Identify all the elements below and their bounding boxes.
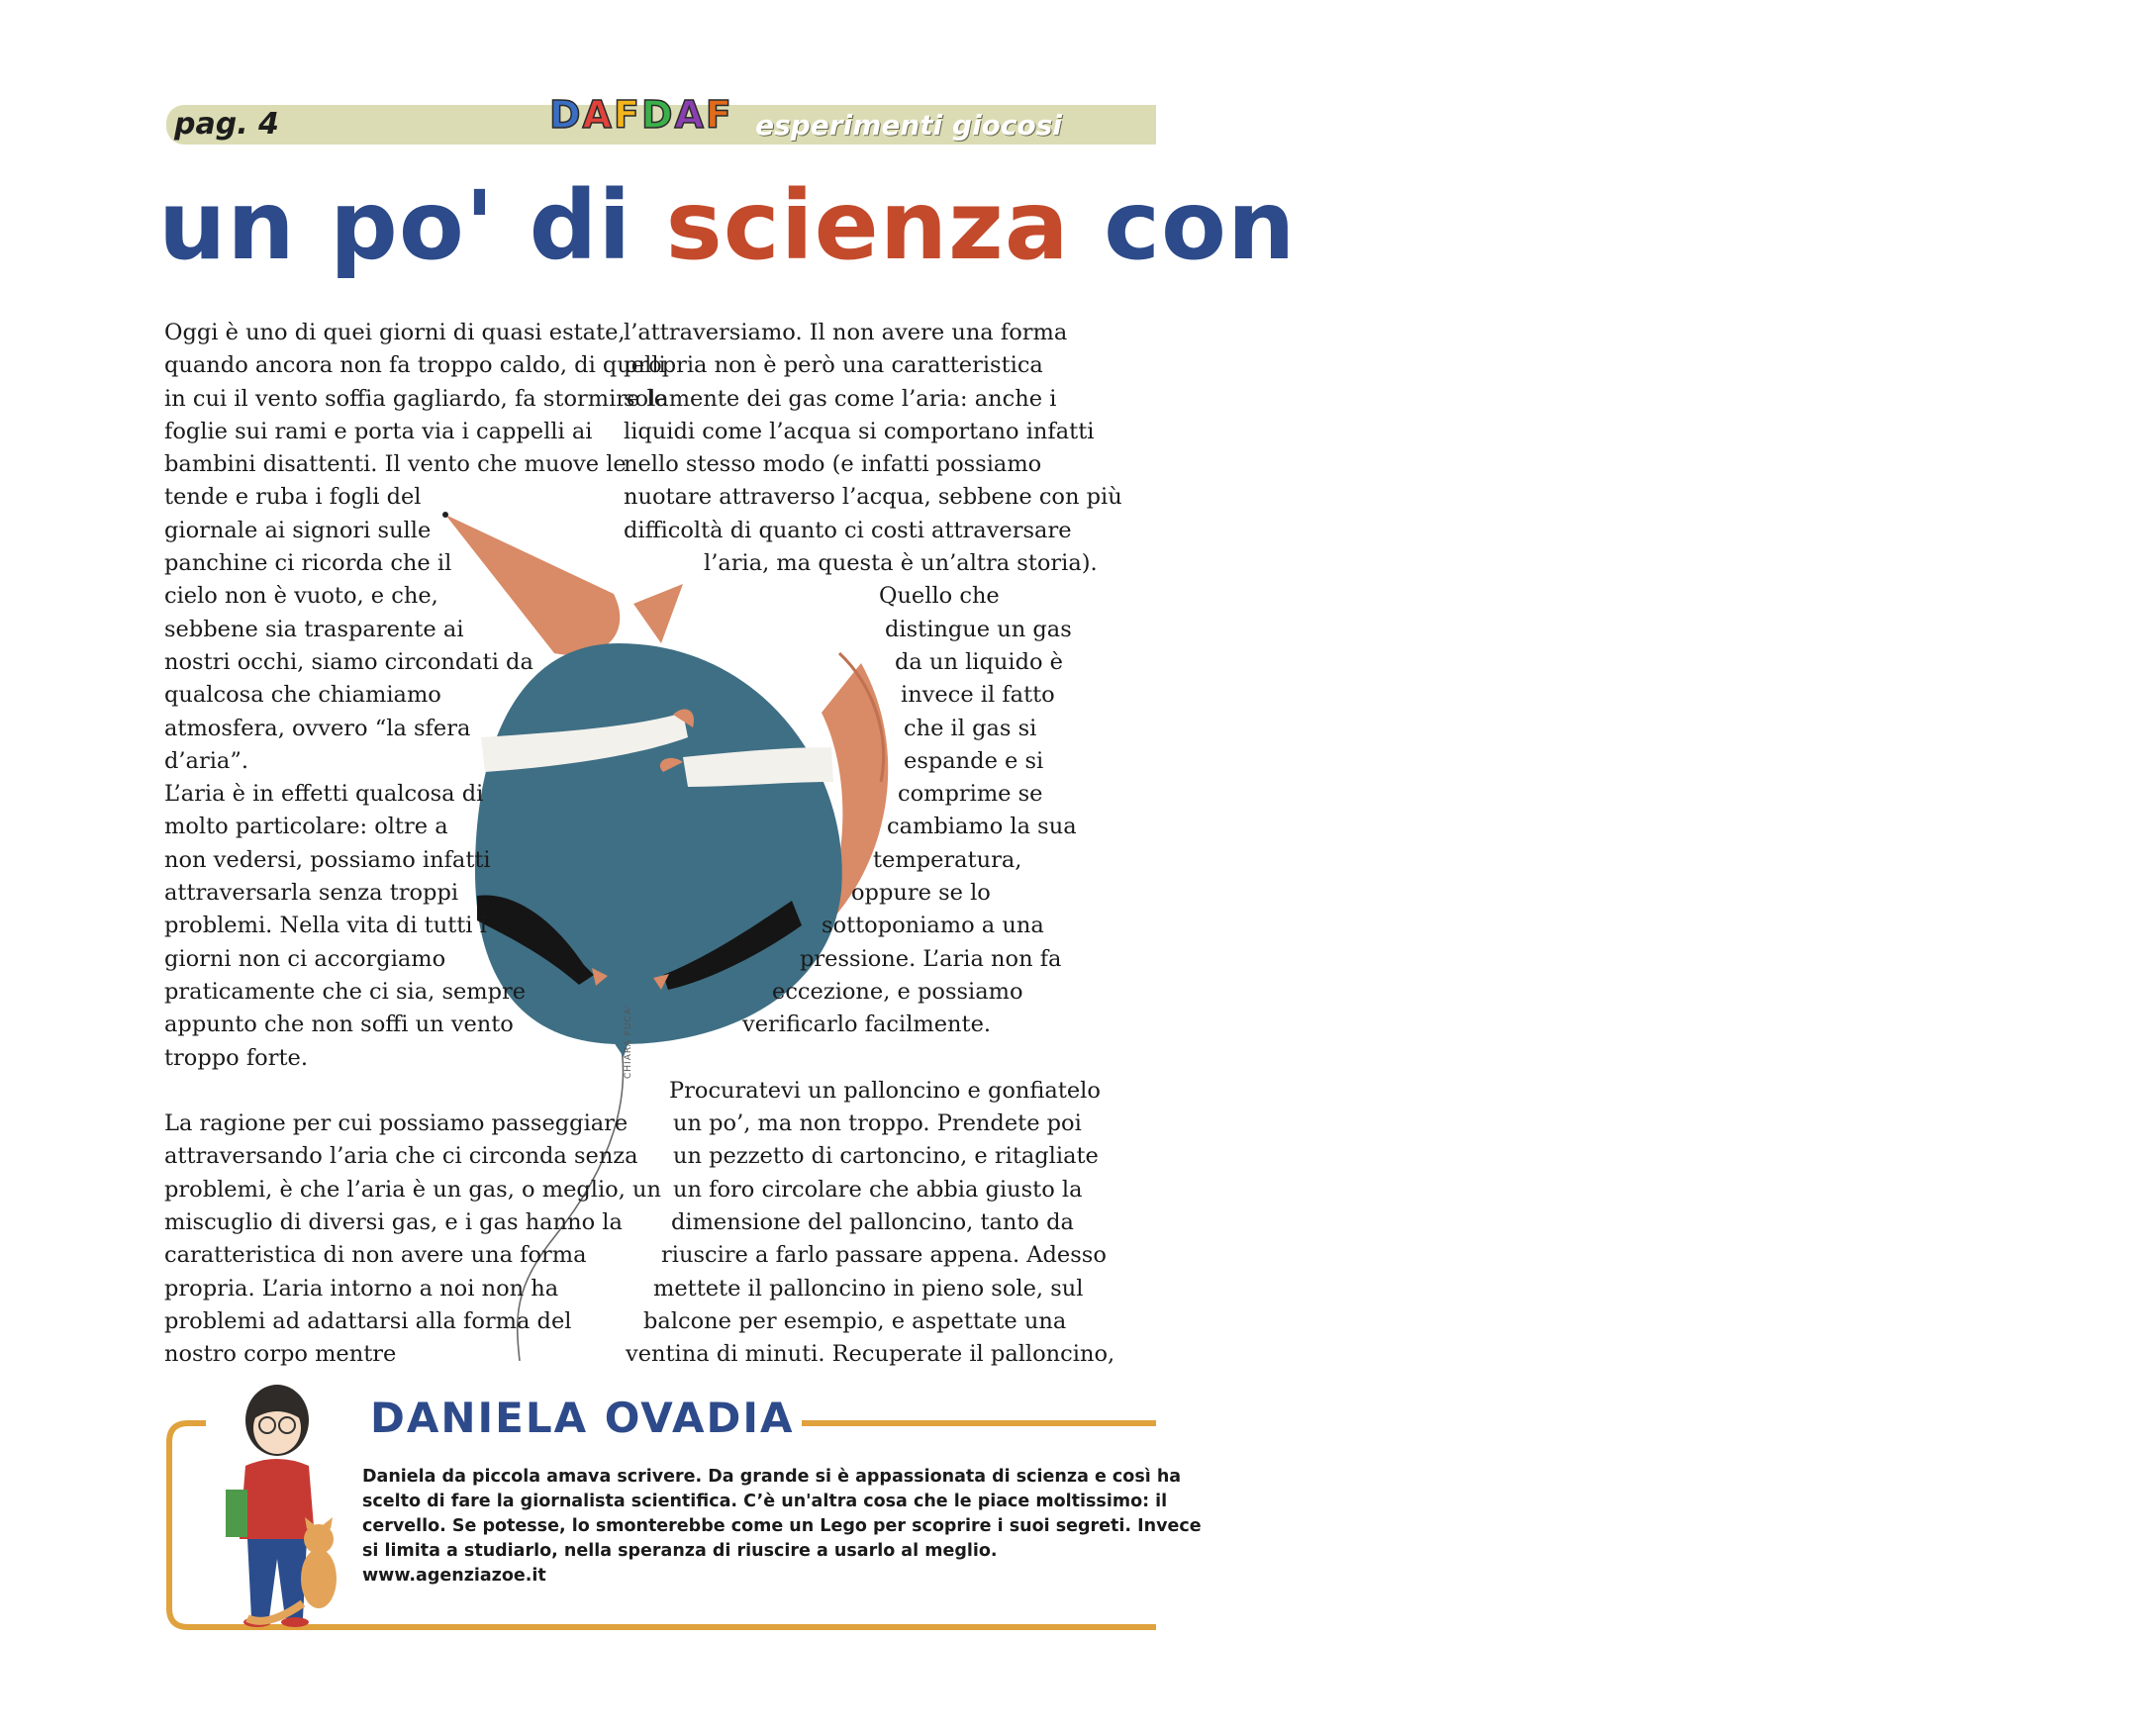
logo-letter: F xyxy=(705,93,731,137)
text-line: atmosfera, ovvero “la sfera xyxy=(164,715,471,741)
author-bio xyxy=(362,1465,1202,1589)
text-line: cielo non è vuoto, e che, xyxy=(164,583,438,610)
text-line: solamente dei gas come l’aria: anche i xyxy=(624,385,1057,412)
text-line: Quello che xyxy=(879,583,1000,610)
text-line: dimensione del palloncino, tanto da xyxy=(671,1209,1074,1236)
text-line: mettete il palloncino in pieno sole, sul xyxy=(653,1275,1084,1302)
text-line: La ragione per cui possiamo passeggiare xyxy=(164,1110,629,1137)
text-line: panchine ci ricorda che il xyxy=(164,550,452,577)
text-line: problemi ad adattarsi alla forma del xyxy=(164,1307,572,1334)
bio-line: scelto di fare la giornalista scientifica. C’è un'altra cosa che le piace moltissimo: il xyxy=(362,1492,1168,1511)
logo-letter: A xyxy=(674,93,704,137)
text-line: Procuratevi un palloncino e gonfiatelo xyxy=(669,1077,1101,1104)
text-line: sottoponiamo a una xyxy=(822,913,1044,939)
text-line xyxy=(624,1042,1850,1075)
text-line: nostro corpo mentre xyxy=(164,1341,397,1368)
text-line: miscuglio di diversi gas, e i gas hanno la xyxy=(164,1209,623,1236)
text-line: molto particolare: oltre a xyxy=(164,814,448,840)
text-line: nuotare attraverso l’acqua, sebbene con più xyxy=(624,484,1122,511)
text-line: temperatura, xyxy=(873,846,1022,873)
text-line: non vedersi, possiamo infatti xyxy=(164,846,491,873)
text-line: giorni non ci accorgiamo xyxy=(164,945,446,972)
text-line: Oggi è uno di quei giorni di quasi estate, xyxy=(164,320,626,345)
text-line: oppure se lo xyxy=(851,880,991,907)
text-line: un foro circolare che abbia giusto la xyxy=(673,1176,1083,1203)
text-line: propria non è però una caratteristica xyxy=(624,352,1043,379)
text-line: d’aria”. xyxy=(164,747,248,774)
author-website-link[interactable]: www.agenziazoe.it xyxy=(362,1566,546,1586)
text-line: praticamente che ci sia, sempre xyxy=(164,978,527,1005)
text-line: foglie sui rami e porta via i cappelli ai xyxy=(164,418,593,444)
bio-line: cervello. Se potesse, lo smonterebbe come un Lego per scoprire i suoi segreti. Invece xyxy=(362,1516,1202,1536)
text-line: troppo forte. xyxy=(164,1044,308,1071)
bio-line: si limita a studiarlo, nella speranza di riuscire a usarlo al meglio. xyxy=(362,1541,998,1561)
logo-letter: F xyxy=(613,93,639,137)
bio-line: Daniela da piccola amava scrivere. Da grande si è appassionata di scienza e così ha xyxy=(362,1467,1182,1487)
text-line: distingue un gas xyxy=(885,616,1072,642)
text-line: balcone per esempio, e aspettate una xyxy=(643,1307,1067,1334)
cat-icon xyxy=(301,1549,337,1608)
article-column-2 xyxy=(0,317,1226,1372)
page-number: pag. 4 xyxy=(174,107,279,142)
text-line: attraversarla senza troppi xyxy=(164,880,459,907)
section-title: esperimenti giocosi xyxy=(755,109,1062,142)
text-line: un po’, ma non troppo. Prendete poi xyxy=(673,1110,1082,1137)
text-line: propria. L’aria intorno a noi non ha xyxy=(164,1275,559,1302)
text-line: che il gas si xyxy=(904,715,1037,741)
text-line: tende e ruba i fogli del xyxy=(164,484,422,511)
text-line: quando ancora non fa troppo caldo, di quelli xyxy=(164,352,666,379)
text-line: comprime se xyxy=(898,781,1043,808)
illustration-credit: CHIARA FUCA' xyxy=(624,1004,633,1079)
text-line: invece il fatto xyxy=(901,682,1055,709)
text-line: in cui il vento soffia gagliardo, fa stormire le xyxy=(164,385,668,412)
text-line: difficoltà di quanto ci costi attraversare xyxy=(624,517,1072,543)
text-line: riuscire a farlo passare appena. Adesso xyxy=(661,1242,1107,1269)
text-line: verificarlo facilmente. xyxy=(742,1012,992,1038)
logo-letter: D xyxy=(640,93,673,137)
text-line: qualcosa che chiamiamo xyxy=(164,682,441,709)
text-line: cambiamo la sua xyxy=(887,814,1077,840)
title-part-2: scienza xyxy=(665,170,1070,281)
text-line: problemi. Nella vita di tutti i xyxy=(164,913,487,939)
text-line: giornale ai signori sulle xyxy=(164,517,432,543)
text-line: bambini disattenti. Il vento che muove le xyxy=(164,451,627,478)
title-part-3: con xyxy=(1104,170,1297,281)
text-line: da un liquido è xyxy=(895,648,1064,675)
logo-letter: D xyxy=(549,93,581,137)
text-line: nostri occhi, siamo circondati da xyxy=(164,648,533,675)
book-icon xyxy=(226,1490,247,1537)
title-part-1: un po' di xyxy=(158,170,632,281)
logo-letter: A xyxy=(582,93,612,137)
text-line: liquidi come l’acqua si comportano infatti xyxy=(624,418,1095,444)
text-line: un pezzetto di cartoncino, e ritagliate xyxy=(673,1143,1099,1170)
text-line: problemi, è che l’aria è un gas, o meglio, un xyxy=(164,1176,662,1203)
text-line: sebbene sia trasparente ai xyxy=(164,616,464,642)
text-line: appunto che non soffi un vento xyxy=(164,1012,514,1038)
text-line: espande e si xyxy=(904,747,1044,774)
text-line: L’aria è in effetti qualcosa di xyxy=(164,781,484,808)
author-avatar xyxy=(208,1381,356,1628)
text-line: caratteristica di non avere una forma xyxy=(164,1242,587,1269)
text-line: attraversando l’aria che ci circonda senza xyxy=(164,1143,638,1170)
text-line: eccezione, e possiamo xyxy=(772,978,1023,1005)
text-line: ventina di minuti. Recuperate il palloncino, xyxy=(626,1341,1115,1368)
author-name: DANIELA OVADIA xyxy=(362,1394,802,1442)
text-line: pressione. L’aria non fa xyxy=(800,945,1062,972)
text-line: nello stesso modo (e infatti possiamo xyxy=(624,451,1042,478)
text-line: l’aria, ma questa è un’altra storia). xyxy=(704,550,1098,577)
text-line: l’attraversiamo. Il non avere una forma xyxy=(624,320,1068,345)
